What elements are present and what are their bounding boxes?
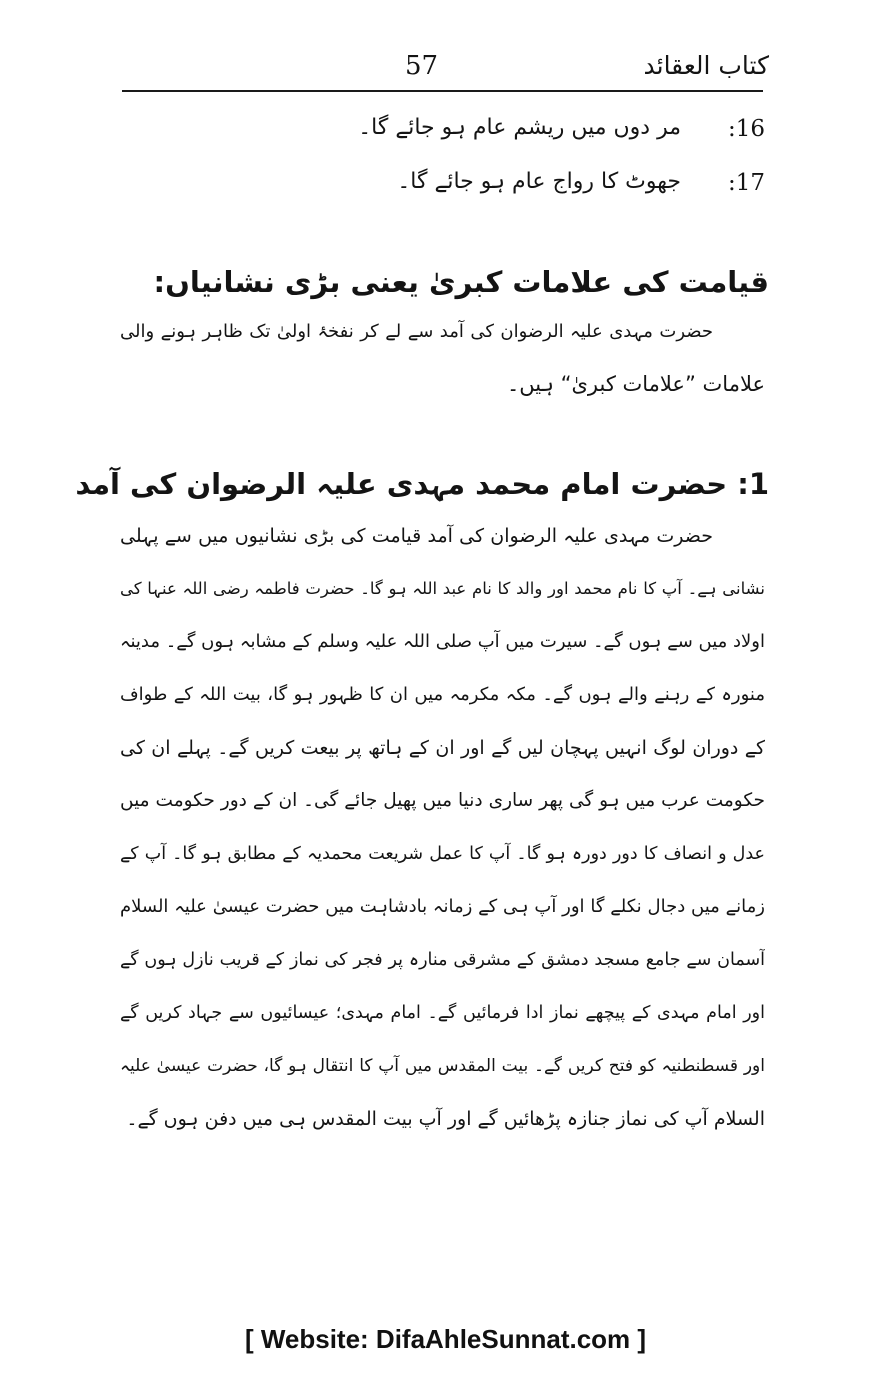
paragraph-line: اور قسطنطنیہ کو فتح کریں گے۔ بیت المقدس میں آپ کا انتقال ہو گا، حضرت عیسیٰ علیہ bbox=[120, 1056, 765, 1076]
paragraph-line: آسمان سے جامع مسجد دمشق کے مشرقی منارہ پر فجر کی نماز کے قریب نازل ہوں گے bbox=[120, 950, 765, 970]
list-item bbox=[120, 108, 765, 148]
list-item-text: مر دوں میں ریشم عام ہو جائے گا۔ bbox=[358, 115, 681, 140]
book-title: کتاب العقائد bbox=[643, 51, 769, 80]
paragraph-line: زمانے میں دجال نکلے گا اور آپ ہی کے زمانہ بادشاہت میں حضرت عیسیٰ علیہ السلام bbox=[120, 896, 765, 917]
paragraph-line: علامات ”علامات کبریٰ“ ہیں۔ bbox=[506, 372, 765, 396]
paragraph-line: منورہ کے رہنے والے ہوں گے۔ مکہ مکرمہ میں ان کا ظہور ہو گا، بیت اللہ کے طواف bbox=[120, 684, 765, 705]
list-item-text: جھوٹ کا رواج عام ہو جائے گا۔ bbox=[397, 169, 681, 194]
paragraph-line: کے دوران لوگ انہیں پہچان لیں گے اور ان کے ہاتھ پر بیعت کریں گے۔ پہلے ان کی bbox=[120, 737, 765, 759]
paragraph-line: اور امام مہدی کے پیچھے نماز ادا فرمائیں گے۔ امام مہدی؛ عیسائیوں سے جہاد کریں گے bbox=[120, 1003, 765, 1023]
header-divider bbox=[122, 90, 763, 92]
paragraph-line: حضرت مہدی علیہ الرضوان کی آمد سے لے کر نفخۂ اولیٰ تک ظاہر ہونے والی bbox=[120, 321, 713, 342]
section-heading-major-signs: قیامت کی علامات کبریٰ یعنی بڑی نشانیاں: bbox=[153, 265, 769, 299]
paragraph-line: نشانی ہے۔ آپ کا نام محمد اور والد کا نام عبد اللہ ہو گا۔ حضرت فاطمہ رضی اللہ عنہا کی bbox=[120, 579, 765, 598]
page-number: 57 bbox=[405, 51, 439, 81]
paragraph-line: السلام آپ کی نماز جنازہ پڑھائیں گے اور آپ بیت المقدس ہی میں دفن ہوں گے۔ bbox=[126, 1108, 765, 1130]
list-item bbox=[120, 162, 765, 202]
section-heading-imam-mahdi: 1: حضرت امام محمد مہدی علیہ الرضوان کی آمد bbox=[75, 467, 769, 501]
list-item-number: :16 bbox=[727, 116, 765, 142]
website-footer: [ Website: DifaAhleSunnat.com ] bbox=[244, 1324, 647, 1354]
list-item-number: :17 bbox=[727, 170, 765, 196]
paragraph-line: حضرت مہدی علیہ الرضوان کی آمد قیامت کی بڑی نشانیوں میں سے پہلی bbox=[120, 525, 713, 547]
paragraph-line: عدل و انصاف کا دور دورہ ہو گا۔ آپ کا عمل شریعت محمدیہ کے مطابق ہو گا۔ آپ کے bbox=[120, 844, 765, 864]
paragraph-line: اولاد میں سے ہوں گے۔ سیرت میں آپ صلی اللہ علیہ وسلم کے مشابہ ہوں گے۔ مدینہ bbox=[120, 631, 765, 652]
paragraph-line: حکومت عرب میں ہو گی پھر ساری دنیا میں پھیل جائے گی۔ ان کے دور حکومت میں bbox=[120, 790, 765, 811]
